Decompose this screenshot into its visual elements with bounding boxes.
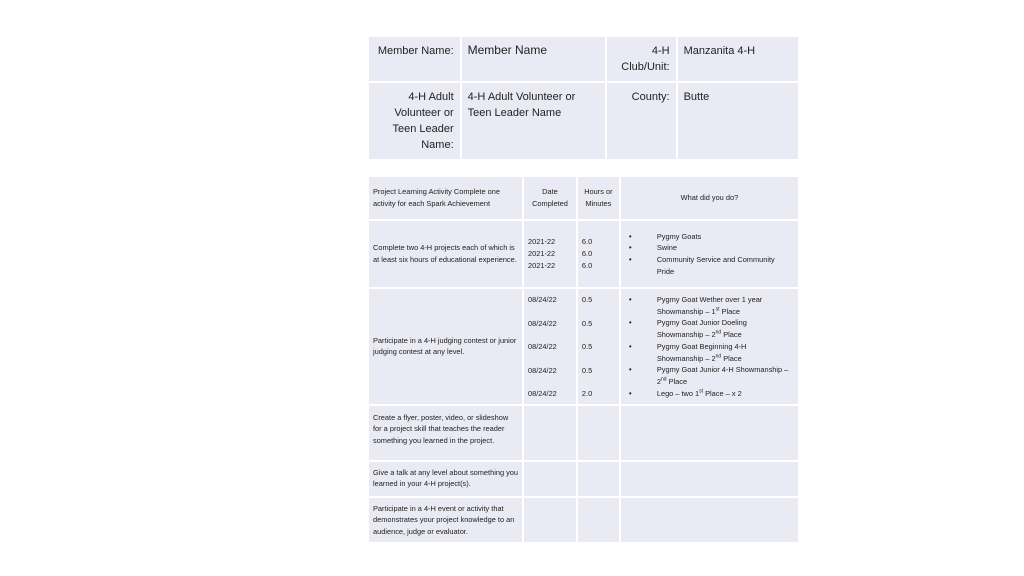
hours-value: 0.5 [581,365,593,375]
activity-cell: Participate in a 4-H event or activity that demonstrates your project knowledge to an audience, judge or evaluator. [368,497,523,543]
member-info-table [367,35,800,161]
county-field[interactable]: Butte [677,82,799,160]
hours-value: 0.5 [581,318,593,328]
hours-cell[interactable] [577,405,620,461]
what-cell[interactable] [620,220,799,288]
list-item: • Pygmy Goat Wether over 1 year Showmanship – 1st Place [625,294,794,317]
activity-cell: Give a talk at any level about something you learned in your 4-H project(s). [368,461,523,497]
what-cell[interactable] [620,288,799,405]
date-value: 08/24/22 [528,365,557,375]
hours-cell[interactable] [577,497,620,543]
date-cell[interactable] [523,288,577,405]
hours-value: 0.5 [581,342,593,351]
date-cell[interactable] [523,461,577,497]
table-row [368,288,799,405]
activity-column-header: Project Learning Activity Complete one activity for each Spark Achievement [368,176,523,220]
table-row [368,497,799,543]
what-column-header: What did you do? [620,176,799,220]
list-item: • Pygmy Goat Junior Doeling Showmanship – 2nd Place [625,317,794,340]
date-cell[interactable] [523,220,577,288]
date-cell[interactable] [523,405,577,461]
what-cell[interactable] [620,461,799,497]
activity-cell: Participate in a 4-H judging contest or junior judging contest at any level. [368,288,523,405]
date-value: 2021-22 [528,260,556,270]
club-unit-label: 4-H Club/Unit: [606,36,677,82]
hours-value: 0.5 [581,295,593,304]
date-cell[interactable] [523,497,577,543]
activity-table [367,175,800,544]
table-header-row [368,176,799,220]
county-label: County: [606,82,677,160]
activity-cell: Create a flyer, poster, video, or slideshow for a project skill that teaches the reader something you learned in the project. [368,405,523,461]
list-item: • Swine [625,242,794,254]
hours-cell[interactable] [577,220,620,288]
date-column-header: Date Completed [523,176,577,220]
what-cell[interactable] [620,497,799,543]
list-item: • Lego – two 1st Place – x 2 [625,388,794,400]
date-value: 2021-22 [528,249,556,259]
what-cell[interactable] [620,405,799,461]
hours-cell[interactable] [577,461,620,497]
date-value: 08/24/22 [528,342,557,351]
list-item: • Community Service and Community Pride [625,254,794,277]
table-row [368,461,799,497]
club-unit-field[interactable]: Manzanita 4-H [677,36,799,82]
leader-name-field[interactable]: 4-H Adult Volunteer or Teen Leader Name [461,82,606,160]
hours-cell[interactable] [577,288,620,405]
table-row [368,405,799,461]
hours-value: 2.0 [581,389,593,398]
list-item: • Pygmy Goats [625,231,794,243]
list-item: • Pygmy Goat Junior 4-H Showmanship – 2nd Place [625,364,794,387]
date-value: 08/24/22 [528,318,557,328]
hours-column-header: Hours or Minutes [577,176,620,220]
date-value: 08/24/22 [528,389,557,398]
member-name-label: Member Name: [368,36,461,82]
table-row [368,220,799,288]
leader-name-label: 4-H Adult Volunteer or Teen Leader Name: [368,82,461,160]
list-item: • Pygmy Goat Beginning 4-H Showmanship – 2nd Place [625,341,794,364]
date-value: 08/24/22 [528,295,557,304]
hours-value: 6.0 [581,237,593,247]
hours-value: 6.0 [581,249,593,259]
hours-value: 6.0 [581,260,593,270]
date-value: 2021-22 [528,237,556,247]
member-name-field[interactable]: Member Name [461,36,606,82]
activity-cell: Complete two 4-H projects each of which is at least six hours of educational experience. [368,220,523,288]
